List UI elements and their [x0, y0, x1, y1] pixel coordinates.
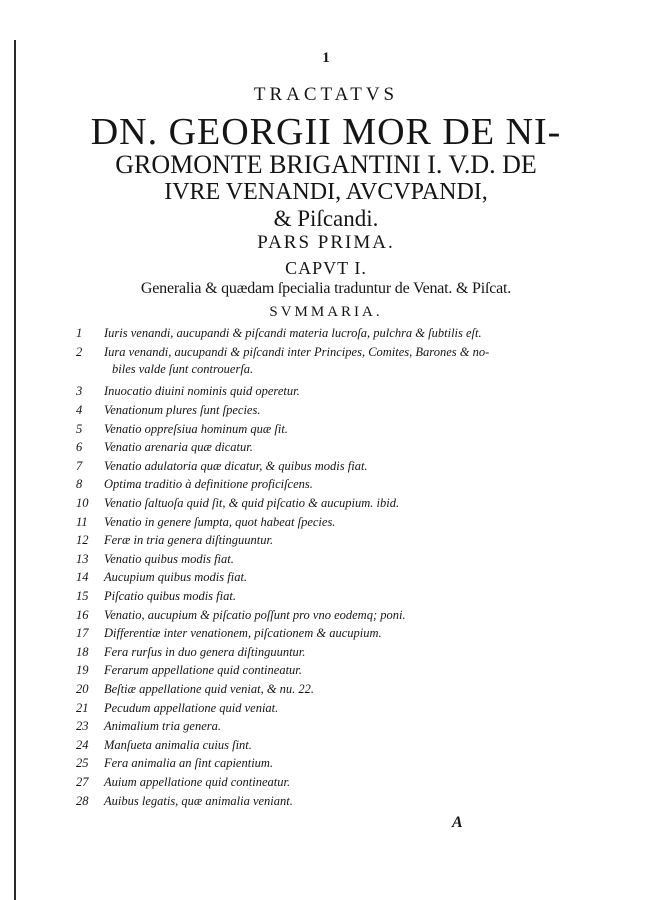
entry-text: Iura venandi, aucupandi & piſcandi inter Principes, Comites, Barones & no-	[104, 345, 490, 359]
entry-text: Feræ in tria genera diſtinguuntur.	[104, 533, 274, 547]
entry-text: Differentiæ inter venationem, piſcationem & aucupium.	[104, 626, 382, 640]
title-line-1: TRACTATVS	[253, 84, 399, 105]
entry-number: 10	[76, 496, 89, 510]
entry-text: Optima traditio à definitione proficiſcens.	[104, 477, 313, 491]
entry-text: Pecudum appellatione quid veniat.	[104, 701, 279, 715]
entry-text: Inuocatio diuini nominis quid operetur.	[104, 384, 300, 398]
summary-entry	[0, 754, 652, 772]
entry-number: 4	[76, 403, 83, 417]
signature-mark: A	[452, 814, 463, 831]
entry-number: 17	[76, 626, 89, 640]
entry-number: 21	[76, 701, 89, 715]
title-line-4: IVRE VENANDI, AVCVPANDI,	[164, 179, 488, 205]
summary-entry	[0, 531, 652, 549]
summary-entry	[0, 717, 652, 735]
summary-entry	[0, 680, 652, 698]
entry-text-continued: biles valde ſunt controuerſa.	[112, 362, 254, 376]
entry-text: Beſtiæ appellatione quid veniat, & nu. 22.	[104, 682, 315, 696]
entry-number: 1	[76, 326, 83, 340]
entry-number: 7	[76, 459, 83, 473]
entry-number: 14	[76, 570, 89, 584]
summaria-heading: SVMMARIA.	[269, 304, 383, 320]
summary-entry	[0, 587, 652, 605]
entry-number: 2	[76, 345, 83, 359]
entry-number: 24	[76, 738, 89, 752]
entry-number: 6	[76, 440, 83, 454]
summary-entry	[0, 457, 652, 475]
entry-number: 3	[76, 384, 83, 398]
summary-entry	[0, 606, 652, 624]
entry-number: 23	[76, 719, 89, 733]
folio-number: 1	[322, 50, 330, 66]
entry-number: 12	[76, 533, 89, 547]
summary-entry	[0, 736, 652, 754]
summary-entry	[0, 420, 652, 438]
entry-number: 15	[76, 589, 89, 603]
summary-entry	[0, 643, 652, 661]
entry-text: Auium appellatione quid contineatur.	[104, 775, 291, 789]
entry-number: 8	[76, 477, 83, 491]
entry-text: Animalium tria genera.	[104, 719, 222, 733]
entry-text: Venatio oppreſsiua hominum quæ ſit.	[104, 422, 288, 436]
entry-number: 28	[76, 794, 89, 808]
summary-entry	[0, 438, 652, 456]
entry-text: Piſcatio quibus modis fiat.	[104, 589, 236, 603]
title-line-5: & Piſcandi.	[273, 206, 379, 231]
title-line-2: DN. GEORGII MOR DE NI-	[90, 111, 562, 153]
entry-number: 25	[76, 756, 89, 770]
summary-entry	[0, 401, 652, 419]
entry-text: Venatio, aucupium & piſcatio poſſunt pro vno eodemq; poni.	[104, 608, 406, 622]
entry-number: 5	[76, 422, 83, 436]
generalia-line: Generalia & quædam ſpecialia traduntur de Venat. & Piſcat.	[140, 280, 512, 297]
summary-entry	[0, 324, 652, 342]
summary-entry	[0, 513, 652, 531]
entry-text: Aucupium quibus modis fiat.	[104, 570, 248, 584]
entry-number: 20	[76, 682, 89, 696]
entry-text: Venatio adulatoria quæ dicatur, & quibus modis fiat.	[104, 459, 368, 473]
entry-number: 19	[76, 663, 89, 677]
entry-text: Venatio quibus modis fiat.	[104, 552, 234, 566]
summary-entry	[0, 550, 652, 568]
pars-heading: PARS PRIMA.	[257, 232, 395, 253]
entry-text: Venatio ſaltuoſa quid ſit, & quid piſcatio & aucupium. ibid.	[104, 496, 400, 510]
entry-number: 16	[76, 608, 89, 622]
entry-text: Venatio in genere ſumpta, quot habeat ſpecies.	[104, 515, 336, 529]
entry-text: Iuris venandi, aucupandi & piſcandi materia lucroſa, pulchra & ſubtilis eſt.	[104, 326, 482, 340]
summary-entry	[0, 343, 652, 361]
summary-entry	[0, 699, 652, 717]
summary-entry	[0, 773, 652, 791]
summary-entry	[0, 568, 652, 586]
entry-text: Venationum plures ſunt ſpecies.	[104, 403, 261, 417]
summary-entry	[0, 624, 652, 642]
entry-number: 18	[76, 645, 89, 659]
entry-text: Venatio arenaria quæ dicatur.	[104, 440, 253, 454]
summary-entry	[0, 661, 652, 679]
entry-text: Fera rurſus in duo genera diſtinguuntur.	[104, 645, 306, 659]
caput-heading: CAPVT I.	[285, 258, 367, 278]
entry-text: Fera animalia an ſint capientium.	[104, 756, 274, 770]
entry-number: 13	[76, 552, 89, 566]
entry-text: Ferarum appellatione quid contineatur.	[104, 663, 302, 677]
title-line-3: GROMONTE BRIGANTINI I. V.D. DE	[115, 150, 537, 179]
summary-entry	[0, 494, 652, 512]
entry-text: Auibus legatis, quæ animalia veniant.	[104, 794, 293, 808]
summary-entry	[0, 382, 652, 400]
entry-text: Manſueta animalia cuius ſint.	[104, 738, 252, 752]
summary-entry-continuation	[0, 360, 652, 378]
summary-entry	[0, 792, 652, 810]
entry-number: 27	[76, 775, 89, 789]
summary-entry	[0, 475, 652, 493]
entry-number: 11	[76, 515, 88, 529]
